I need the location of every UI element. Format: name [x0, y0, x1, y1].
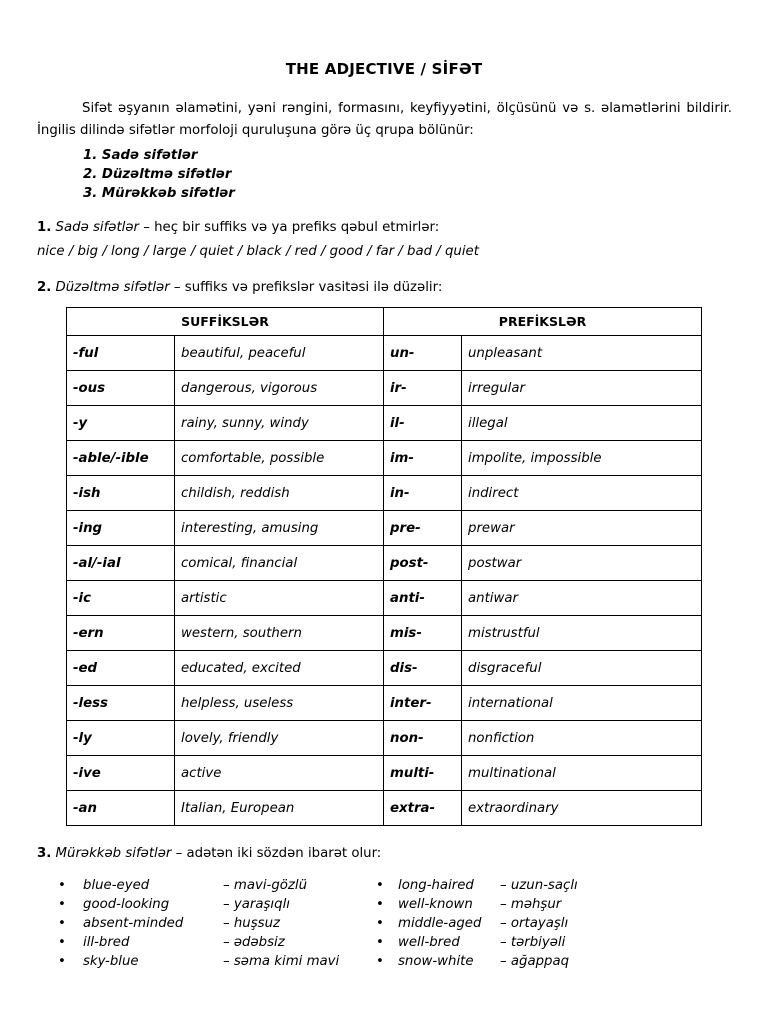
prefix-example-cell: mistrustful [462, 616, 702, 651]
prefix-example-cell: unpleasant [462, 336, 702, 371]
compound-word: blue-eyed [83, 878, 150, 893]
table-row [67, 476, 702, 511]
suffix-example-cell: active [175, 756, 384, 791]
suffix-cell: -ous [67, 371, 175, 406]
compound-translation: – ədəbsiz [223, 935, 285, 950]
bullet-icon: • [376, 897, 384, 912]
suffix-cell: -al/-ial [67, 546, 175, 581]
prefix-example-cell: international [462, 686, 702, 721]
table-row [67, 651, 702, 686]
bullet-icon: • [58, 935, 66, 950]
section-2-heading [37, 280, 442, 295]
section-term: Mürəkkəb sifətlər [55, 846, 172, 861]
table-row [67, 371, 702, 406]
suffix-cell: -y [67, 406, 175, 441]
affix-table [66, 307, 702, 826]
compound-translation: – mavi-gözlü [223, 878, 308, 893]
section-term: Sadə sifətlər [55, 220, 140, 235]
intro-paragraph: Sifət əşyanın əlamətini, yəni rəngini, formasını, keyfiyyətini, ölçüsünü və s. əlamətlərini bildirir. İngilis dilində sifətlər morfoloji quruluşuna görə üç qrupa bölünür: [37, 101, 732, 138]
section-text: – heç bir suffiks və ya prefiks qəbul etmirlər: [139, 220, 440, 235]
prefix-example-cell: antiwar [462, 581, 702, 616]
table-row [67, 406, 702, 441]
table-row [67, 511, 702, 546]
section-term: Düzəltmə sifətlər [55, 280, 170, 295]
table-row [67, 686, 702, 721]
prefix-example-cell: irregular [462, 371, 702, 406]
section-number: 1. [37, 220, 52, 235]
type-item: 1. Sadə sifətlər [83, 148, 198, 163]
prefix-example-cell: indirect [462, 476, 702, 511]
suffix-example-cell: interesting, amusing [175, 511, 384, 546]
bullet-icon: • [58, 916, 66, 931]
compound-translation: – uzun-saçlı [500, 878, 578, 893]
suffix-cell: -ful [67, 336, 175, 371]
compound-word: sky-blue [83, 954, 139, 969]
compound-word: ill-bred [83, 935, 130, 950]
compound-word: long-haired [398, 878, 474, 893]
suffix-example-cell: artistic [175, 581, 384, 616]
affix-table-body [67, 336, 702, 826]
prefix-cell: un- [384, 336, 462, 371]
prefix-cell: in- [384, 476, 462, 511]
compound-translation: – səma kimi mavi [223, 954, 340, 969]
suffix-example-cell: beautiful, peaceful [175, 336, 384, 371]
compound-word: absent-minded [83, 916, 184, 931]
suffix-cell: -ed [67, 651, 175, 686]
compound-word: well-bred [398, 935, 460, 950]
prefix-cell: post- [384, 546, 462, 581]
prefix-cell: dis- [384, 651, 462, 686]
suffix-example-cell: educated, excited [175, 651, 384, 686]
suffix-cell: -ic [67, 581, 175, 616]
suffix-example-cell: western, southern [175, 616, 384, 651]
section-number: 3. [37, 846, 52, 861]
table-row [67, 756, 702, 791]
section-1-heading [37, 220, 439, 235]
suffix-header: SUFFİKSLƏR [67, 308, 384, 336]
section-3-heading [37, 846, 381, 861]
suffix-example-cell: helpless, useless [175, 686, 384, 721]
compound-word: snow-white [398, 954, 474, 969]
simple-adjective-examples: nice / big / long / large / quiet / black / red / good / far / bad / quiet [37, 244, 479, 259]
table-row [67, 791, 702, 826]
section-text: – adətən iki sözdən ibarət olur: [171, 846, 382, 861]
suffix-example-cell: dangerous, vigorous [175, 371, 384, 406]
prefix-example-cell: multinational [462, 756, 702, 791]
prefix-cell: mis- [384, 616, 462, 651]
prefix-cell: pre- [384, 511, 462, 546]
suffix-example-cell: lovely, friendly [175, 721, 384, 756]
prefix-cell: multi- [384, 756, 462, 791]
table-header-row [67, 308, 702, 336]
bullet-icon: • [376, 935, 384, 950]
bullet-icon: • [376, 954, 384, 969]
suffix-cell: -able/-ible [67, 441, 175, 476]
type-item: 3. Mürəkkəb sifətlər [83, 186, 235, 201]
prefix-example-cell: nonfiction [462, 721, 702, 756]
compound-word: good-looking [83, 897, 170, 912]
prefix-example-cell: impolite, impossible [462, 441, 702, 476]
prefix-cell: extra- [384, 791, 462, 826]
table-row [67, 336, 702, 371]
page-title: THE ADJECTIVE / SİFƏT [285, 60, 483, 78]
table-row [67, 546, 702, 581]
suffix-example-cell: comical, financial [175, 546, 384, 581]
suffix-cell: -ly [67, 721, 175, 756]
suffix-cell: -ive [67, 756, 175, 791]
table-row [67, 721, 702, 756]
compound-translation: – yaraşıqlı [223, 897, 290, 912]
prefix-example-cell: extraordinary [462, 791, 702, 826]
adjective-types-list [83, 146, 235, 203]
table-row [67, 581, 702, 616]
compound-translation: – huşsuz [223, 916, 280, 931]
prefix-cell: anti- [384, 581, 462, 616]
bullet-icon: • [376, 916, 384, 931]
compound-translation: – tərbiyəli [500, 935, 566, 950]
prefix-example-cell: disgraceful [462, 651, 702, 686]
table-row [67, 441, 702, 476]
suffix-cell: -an [67, 791, 175, 826]
prefix-cell: non- [384, 721, 462, 756]
suffix-example-cell: Italian, European [175, 791, 384, 826]
suffix-cell: -less [67, 686, 175, 721]
prefix-header: PREFİKSLƏR [384, 308, 702, 336]
suffix-cell: -ern [67, 616, 175, 651]
suffix-example-cell: comfortable, possible [175, 441, 384, 476]
prefix-example-cell: prewar [462, 511, 702, 546]
prefix-example-cell: postwar [462, 546, 702, 581]
compound-word: well-known [398, 897, 473, 912]
compound-translation: – məhşur [500, 897, 562, 912]
section-text: – suffiks və prefikslər vasitəsi ilə düzəlir: [169, 280, 443, 295]
bullet-icon: • [58, 878, 66, 893]
compound-translation: – ağappaq [500, 954, 570, 969]
section-number: 2. [37, 280, 52, 295]
prefix-example-cell: illegal [462, 406, 702, 441]
prefix-cell: il- [384, 406, 462, 441]
bullet-icon: • [58, 897, 66, 912]
suffix-example-cell: rainy, sunny, windy [175, 406, 384, 441]
prefix-cell: inter- [384, 686, 462, 721]
compound-translation: – ortayaşlı [500, 916, 569, 931]
suffix-cell: -ish [67, 476, 175, 511]
bullet-icon: • [58, 954, 66, 969]
compound-word: middle-aged [398, 916, 482, 931]
type-item: 2. Düzəltmə sifətlər [83, 167, 232, 182]
suffix-example-cell: childish, reddish [175, 476, 384, 511]
prefix-cell: im- [384, 441, 462, 476]
suffix-cell: -ing [67, 511, 175, 546]
table-row [67, 616, 702, 651]
bullet-icon: • [376, 878, 384, 893]
prefix-cell: ir- [384, 371, 462, 406]
